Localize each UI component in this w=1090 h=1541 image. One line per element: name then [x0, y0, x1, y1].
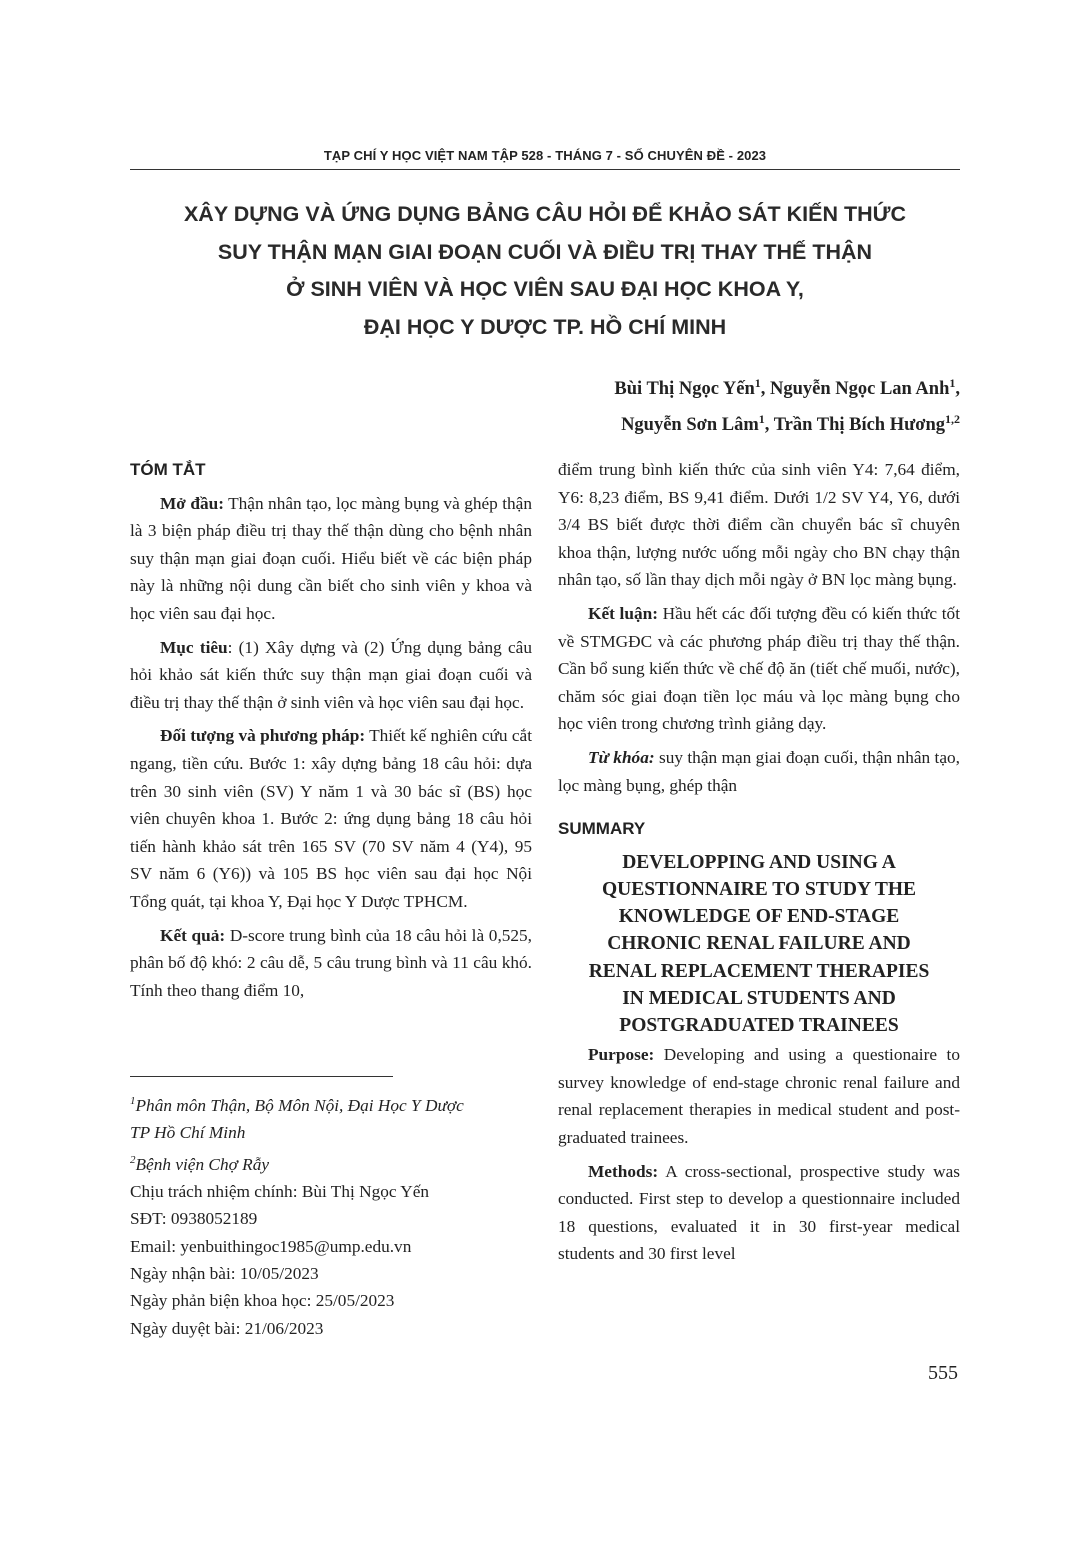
results-label: Kết quả:	[160, 925, 226, 945]
author-separator: ,	[760, 379, 770, 400]
purpose-text: Developing and using a questionaire to survey knowledge of end-stage chronic renal failure and renal replacement therapies in medical student and post-graduated trainees.	[558, 1045, 960, 1147]
affiliation-1-cont: TP Hồ Chí Minh	[130, 1123, 246, 1143]
author-affiliation: 1,2	[945, 412, 960, 427]
author-affiliation: 1	[758, 412, 765, 427]
methods-label: Đối tượng và phương pháp:	[160, 726, 366, 746]
author-separator: ,	[764, 415, 774, 436]
affiliation-text: Phân môn Thận, Bộ Môn Nội, Đại Học Y Dược	[135, 1095, 464, 1115]
methods-text: Thiết kế nghiên cứu cắt ngang, tiền cứu. Bước 1: xây dựng bảng 18 câu hỏi: dựa trên 30 sinh viên (SV) Y năm 1 và 30 bác sĩ (BS) học viên chuyên khoa 1. Bước 2: ứng dụng bảng 18 câu hỏi tiến hành khảo sát trên 165 SV (70 SV năm 4 (Y4), 95 SV năm 6 (Y6)) và 105 BS học viên sau đại học Nội Tổng quát, tại khoa Y, Đại học Y Dược TPHCM.	[130, 726, 533, 911]
summary-heading: SUMMARY	[558, 819, 646, 839]
affiliation-marker: 1	[130, 1095, 136, 1107]
summary-purpose	[558, 1041, 960, 1151]
author-line	[614, 368, 960, 404]
author-affiliation: 1	[949, 376, 956, 390]
summary-methods	[558, 1158, 960, 1268]
article-title	[110, 196, 980, 346]
english-title-line: KNOWLEDGE OF END-STAGE	[618, 906, 900, 928]
abstract-objective	[130, 634, 532, 717]
methods-en-text: A cross-sectional, prospective study was conducted. First step to develop a questionnaire included 18 questions, evaluated it in 30 first-year medical students and 30 first level	[558, 1161, 960, 1264]
english-title-line: RENAL REPLACEMENT THERAPIES	[588, 960, 930, 982]
date-reviewed: Ngày phản biện khoa học: 25/05/2023	[130, 1291, 395, 1311]
methods-en-label: Methods:	[588, 1161, 659, 1181]
author-name: Nguyễn Sơn Lâm	[621, 415, 759, 436]
abstract-methods	[130, 722, 532, 915]
journal-header: TẠP CHÍ Y HỌC VIỆT NAM TẬP 528 - THÁNG 7 - SỐ CHUYÊN ĐỀ - 2023	[323, 148, 767, 163]
page-number: 555	[928, 1362, 958, 1384]
author-separator: ,	[955, 379, 960, 400]
footnote-rule	[130, 1076, 393, 1077]
title-line: ĐẠI HỌC Y DƯỢC TP. HỒ CHÍ MINH	[363, 314, 727, 339]
objective-text: : (1) Xây dựng và (2) Ứng dụng bảng câu hỏi khảo sát kiến thức suy thận mạn giai đoạn cuối và điều trị thay thế thận ở sinh viên và học viên sau đại học.	[130, 637, 532, 712]
author-affiliation: 1	[754, 376, 761, 390]
affiliation-text: Bệnh viện Chợ Rẫy	[135, 1154, 270, 1174]
author-name: Trần Thị Bích Hương	[773, 415, 945, 436]
affiliation-2	[130, 1147, 540, 1178]
english-title-line: CHRONIC RENAL FAILURE AND	[607, 933, 911, 955]
abstract-keywords	[558, 744, 960, 799]
purpose-label: Purpose:	[588, 1045, 655, 1065]
english-title-line: POSTGRADUATED TRAINEES	[619, 1014, 899, 1036]
left-column	[130, 456, 532, 1010]
author-name: Nguyễn Ngọc Lan Anh	[769, 379, 950, 400]
abstract-results	[130, 922, 532, 1005]
objective-label: Mục tiêu	[160, 637, 228, 657]
abstract-intro	[130, 490, 532, 628]
english-title-line: QUESTIONNAIRE TO STUDY THE	[601, 878, 917, 900]
abstract-results-cont: điểm trung bình kiến thức của sinh viên Y4: 7,64 điểm, Y6: 8,23 điểm, BS 9,41 điểm. Dưới 1/2 SV Y4, Y6, dưới 3/4 BS biết được thời điểm cần chuyển bác sĩ chuyên khoa thận, lượng nước uống mỗi ngày cho BN chạy thận nhân tạo, số lần thay dịch mỗi ngày ở BN lọc màng bụng.	[558, 460, 960, 590]
conclusion-label: Kết luận:	[588, 603, 658, 623]
intro-text: Thận nhân tạo, lọc màng bụng và ghép thận là 3 biện pháp điều trị thay thế thận dùng cho bệnh nhân suy thận mạn giai đoạn cuối. Hiểu biết về các biện pháp này là những nội dung cần biết cho sinh viên y khoa và học viên sau đại học.	[130, 493, 532, 623]
english-title-line: DEVELOPPING AND USING A	[622, 851, 896, 873]
title-line: SUY THẬN MẠN GIAI ĐOẠN CUỐI VÀ ĐIỀU TRỊ THAY THẾ THẬN	[217, 239, 873, 264]
keywords-text: suy thận mạn giai đoạn cuối, thận nhân tạo, lọc màng bụng, ghép thận	[558, 747, 960, 795]
email: Email: yenbuithingoc1985@ump.edu.vn	[130, 1236, 412, 1256]
title-line: XÂY DỰNG VÀ ỨNG DỤNG BẢNG CÂU HỎI ĐỂ KHẢO SÁT KIẾN THỨC	[183, 202, 907, 226]
title-line: Ở SINH VIÊN VÀ HỌC VIÊN SAU ĐẠI HỌC KHOA Y,	[286, 277, 804, 301]
keywords-label-wrap	[588, 748, 655, 767]
author-line	[614, 404, 960, 440]
abstract-conclusion	[558, 600, 960, 738]
results-text: D-score trung bình của 18 câu hỏi là 0,525, phân bố độ khó: 2 câu dễ, 5 câu trung bình và 11 câu khó. Tính theo thang điểm 10,	[130, 925, 533, 1000]
english-title-line: IN MEDICAL STUDENTS AND	[622, 987, 896, 1009]
date-accepted: Ngày duyệt bài: 21/06/2023	[130, 1318, 324, 1338]
affiliation-marker: 2	[130, 1153, 136, 1166]
header-rule	[130, 169, 960, 170]
keywords-label: Từ khóa:	[588, 747, 655, 767]
abstract-heading: TÓM TẮT	[130, 460, 206, 479]
author-name: Bùi Thị Ngọc Yến	[614, 379, 755, 400]
english-title	[558, 849, 960, 1039]
corresponding-author: Chịu trách nhiệm chính: Bùi Thị Ngọc Yến	[130, 1181, 430, 1201]
footnotes	[130, 1088, 540, 1342]
right-column	[558, 456, 960, 1274]
conclusion-text: Hầu hết các đối tượng đều có kiến thức tốt về STMGĐC và các phương pháp điều trị thay thế thận. Cần bổ sung kiến thức về chế độ ăn (tiết chế muối, nước), chăm sóc giai đoạn tiền lọc máu và lọc màng bụng cho học viên trong chương trình giảng dạy.	[558, 603, 961, 734]
phone: SĐT: 0938052189	[130, 1209, 258, 1229]
author-list	[614, 368, 960, 440]
intro-label: Mở đầu:	[160, 493, 224, 513]
affiliation-1	[130, 1088, 540, 1119]
date-received: Ngày nhận bài: 10/05/2023	[130, 1263, 319, 1283]
